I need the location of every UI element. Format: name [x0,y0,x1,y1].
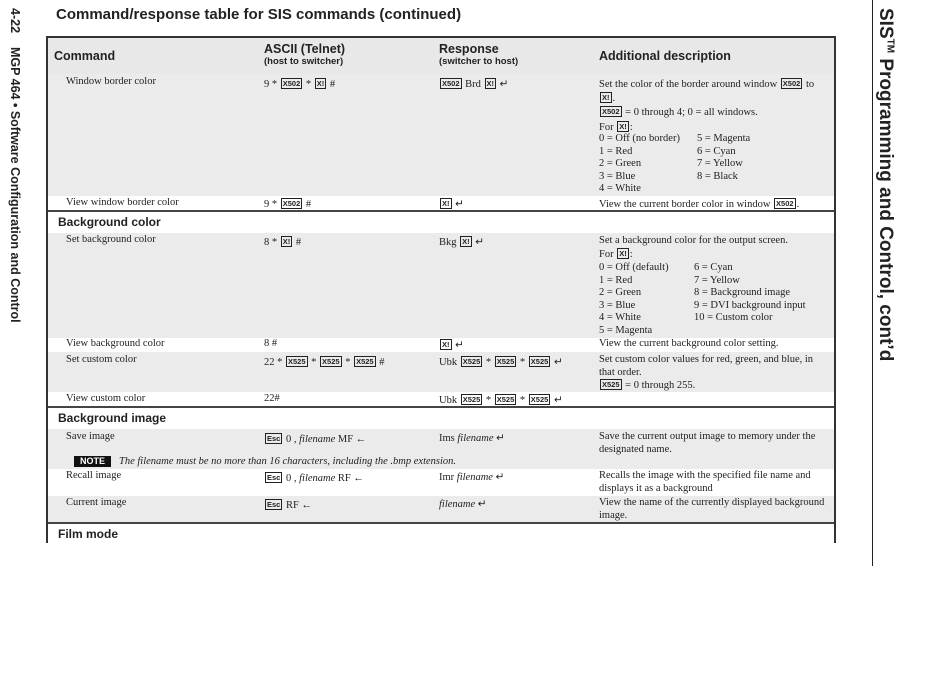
chapter-rule [872,0,873,566]
variable-box: X! [442,340,450,349]
description [599,78,814,105]
command-label: Current image [66,497,127,508]
color-option: 4 = White [599,183,641,194]
command-label: Set custom color [66,354,137,365]
filename-variable: filename [439,499,476,510]
table-header [48,38,834,76]
color-option: 2 = Green [599,287,642,298]
command-label: Save image [66,431,115,442]
response-text: Ubk [439,395,460,406]
trademark: TM [884,38,896,54]
description: View the name of the currently displayed background image. [599,497,825,521]
header-response-sub: (switcher to host) [439,56,519,67]
description [599,235,788,261]
description-text: . [612,92,616,104]
esc-key: Esc [267,434,281,443]
description: Recalls the image with the specified file name and displays it as a background [599,470,811,494]
ascii-command [264,78,335,92]
section-divider [48,406,834,408]
variable-box: X! [602,92,610,102]
color-option: 4 = White [599,312,641,323]
variable-box: X525 [530,357,549,366]
variable-box: X525 [356,357,374,366]
response [439,499,487,512]
description-text [599,379,827,393]
ascii-command [264,472,364,486]
response [439,472,504,485]
description: Save the current output image to memory under the designated name. [599,431,816,455]
color-option: 8 = Black [697,170,738,182]
response [439,236,484,250]
command-label: View custom color [66,393,146,404]
description-text: Set a background color for the output screen. [599,235,788,246]
carriage-return-icon: ↵ [499,79,509,90]
table-title: Command/response table for SIS commands (continued) [56,6,462,23]
note-badge: NOTE [74,456,111,467]
response [439,356,563,370]
color-list-left [599,133,680,196]
description-text: = 0 through 4; 0 = all windows. [622,107,758,118]
header-ascii-sub: (host to switcher) [264,56,344,67]
running-head [0,8,28,338]
filename-variable: filename [456,472,493,483]
color-option: 1 = Red [599,145,633,157]
response [439,339,464,353]
ascii-text: * [303,79,314,90]
color-option: 3 = Blue [599,299,636,311]
description-text: View the current border color in window [599,199,774,210]
response-text: * [517,357,528,368]
response-text: Bkg [439,237,460,248]
ascii-text: # [303,199,312,210]
ascii-command [264,356,384,370]
ascii-command: 22# [264,393,280,404]
ascii-text: MF [335,434,356,445]
color-option: 0 = Off (default) [599,262,669,273]
carriage-return-icon: ↵ [553,395,563,406]
color-option: 6 = Cyan [694,262,733,273]
variable-box: X525 [462,357,481,366]
command-table [46,36,836,543]
header-response [439,42,518,67]
section-heading: Background image [58,411,167,425]
chapter-tab [870,0,950,570]
chapter-title-rest: Programming and Control, cont’d [875,53,896,362]
chapter-title-sis: SIS [875,8,896,39]
variable-box: X525 [496,395,515,404]
description-text [599,248,788,262]
variable-box: X525 [530,395,549,404]
filename-variable: filename [457,433,494,444]
ascii-text: 22 * [264,357,285,368]
header-ascii [264,42,345,67]
response [439,78,508,92]
carriage-return-icon: ↵ [455,340,464,351]
command-label: Window border color [66,76,156,87]
response [439,433,505,446]
response-text: Ims [439,433,458,444]
variable-box: X525 [496,357,515,366]
color-option: 5 = Magenta [697,133,751,144]
esc-key: Esc [267,500,281,509]
carriage-return-icon: ↵ [455,199,464,210]
ascii-text: * [342,357,354,368]
ascii-text: # [293,237,302,248]
color-option: 9 = DVI background input [694,299,806,311]
variable-box: X! [486,79,495,88]
color-option: 3 = Blue [599,170,636,182]
color-option: 5 = Magenta [599,324,653,336]
variable-box: X502 [282,199,301,208]
response-text: * [483,395,494,406]
description [599,106,758,120]
left-arrow-icon: ← [353,473,364,484]
running-head-text: MGP 464 • Software Configuration and Control [8,46,22,323]
section-heading: Background color [58,215,161,229]
section-divider [48,522,834,524]
description-text: : [629,248,633,260]
description-text: = 0 through 255. [622,380,696,391]
command-label: Recall image [66,470,122,481]
ascii-text: 0 , [283,473,300,484]
page-number: 4-22 [8,8,22,34]
carriage-return-icon: ↵ [496,433,505,444]
response-text: Brd [462,79,484,90]
color-option: 7 = Yellow [694,274,740,286]
color-list-left [599,262,669,337]
color-option: 8 = Background image [694,287,791,298]
description-text: to [803,79,815,90]
ascii-text: 9 * [264,79,280,90]
variable-box: X502 [442,79,460,88]
ascii-text: 0 , [283,434,300,445]
section-heading: Film mode [58,527,119,541]
variable-box: X! [619,248,627,258]
ascii-text: RF [335,473,354,484]
variable-box: X502 [782,79,801,88]
color-list-right [697,133,750,183]
description-text: For [599,248,617,260]
ascii-text: # [376,357,385,368]
description-text: Set the color of the border around window [599,79,780,90]
ascii-text: 8 * [264,237,280,248]
ascii-text: # [327,79,336,90]
ascii-text: * [308,357,320,368]
command-label: View background color [66,338,165,349]
description-text: For [599,122,617,133]
ascii-command [264,236,301,250]
ascii-command [264,433,366,447]
color-option: 1 = Red [599,274,633,286]
filename-variable: filename [299,434,336,445]
left-arrow-icon: ← [301,500,312,511]
response-text: * [517,395,528,406]
response-text: Ubk [439,357,460,368]
variable-box: X502 [282,79,301,88]
variable-box: X502 [602,107,620,116]
variable-box: X502 [776,199,794,208]
ascii-command: 8 # [264,338,278,349]
variable-box: X525 [462,395,481,404]
color-option: 7 = Yellow [697,158,743,169]
note-text: The filename must be no more than 16 characters, including the .bmp extension. [119,456,457,467]
description [599,354,827,393]
header-description: Additional description [599,49,731,63]
color-option: 6 = Cyan [697,145,736,157]
ascii-text: RF [283,500,302,511]
variable-box: X525 [602,380,620,389]
color-option: 2 = Green [599,158,642,169]
ascii-command [264,499,312,513]
filename-variable: filename [299,473,336,484]
header-ascii-label: ASCII (Telnet) [264,42,346,56]
command-label: Set background color [66,234,156,245]
response-text: * [483,357,494,368]
description-text: Set custom color values for red, green, and blue, in that order. [599,354,814,378]
ascii-text: 9 * [264,199,280,210]
variable-box: X! [619,122,627,131]
section-divider [48,210,834,212]
header-command: Command [54,49,116,63]
carriage-return-icon: ↵ [475,237,485,248]
variable-box: X525 [322,357,340,366]
color-option: 0 = Off (no border) [599,133,680,144]
esc-key: Esc [267,473,281,482]
description-text: : [629,122,633,133]
command-label: View window border color [66,197,179,208]
description-text: . [796,199,800,210]
description: View the current background color setting. [599,338,779,349]
carriage-return-icon: ↵ [553,357,563,368]
carriage-return-icon: ↵ [495,472,505,483]
variable-box: X! [282,237,291,246]
variable-box: X525 [288,357,306,366]
color-list-right [694,262,806,325]
variable-box: X! [462,237,470,246]
variable-box: X! [316,79,325,88]
header-response-label: Response [439,42,499,56]
variable-box: X! [442,199,450,208]
response-text: Imr [439,472,457,483]
carriage-return-icon: ↵ [477,499,487,510]
color-option: 10 = Custom color [694,312,773,323]
note [74,456,456,469]
left-arrow-icon: ← [355,434,367,445]
